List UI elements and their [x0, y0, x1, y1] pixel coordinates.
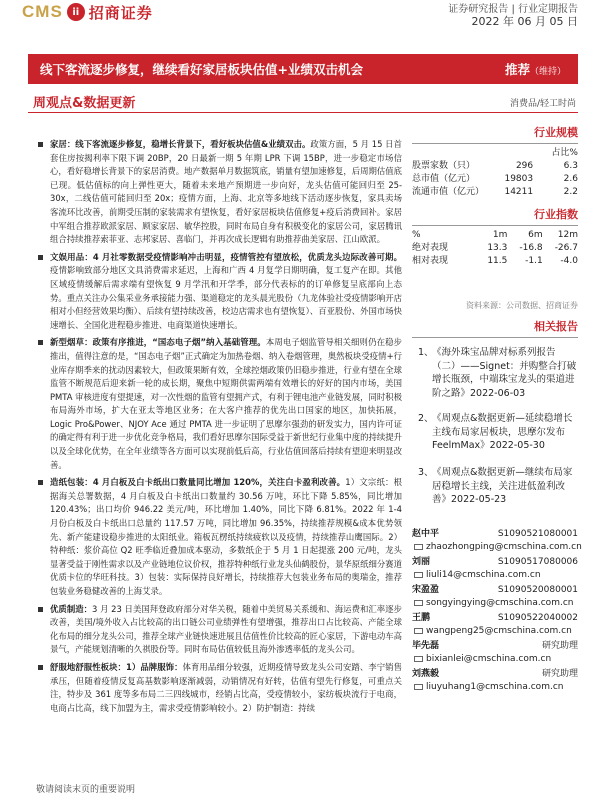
title-banner: [28, 54, 578, 84]
report-title: 线下客流逐步修复，继续看好家居板块估值+业绩双击机会: [40, 62, 363, 77]
analyst-name: 刘燕毅: [412, 669, 440, 679]
mail-icon: [414, 628, 423, 634]
analyst-email[interactable]: liuli14@cmschina.com.cn: [412, 569, 578, 582]
analyst-name: 赵中平: [412, 529, 440, 539]
analyst-name: 刘丽: [412, 557, 431, 567]
scale-title: 行业规模: [412, 124, 578, 144]
table-row: 绝对表现 13.3 -16.8 -26.7: [412, 243, 578, 253]
mail-icon: [414, 544, 423, 550]
paragraph-body: 3 月 23 日美国拜登政府部分对华关税，随着中美贸易关系缓和、海运费和汇率逐步改善，美国/境外收入占比较高的出口链公司业绩弹性有望增强，推荐出口占比较高、产能全球化布局的细分龙头公司，推荐全球产业链快速进展且估值性价比较高的匠心家居，下游电动车高景气，产能规划清晰的久祺股份等。同时布局估值较低且海外渗透率低的龙头公司。: [50, 603, 402, 655]
analyst-email[interactable]: bixianlei@cmschina.com.cn: [412, 653, 578, 666]
paragraph-apparel: [36, 661, 402, 715]
list-item: [412, 584, 578, 610]
paragraph-lead: 优质制造：: [50, 603, 93, 614]
page-footer: 敬请阅读末页的重要说明: [36, 785, 136, 795]
industry-scale-table: [412, 124, 578, 199]
table-row: 总市值（亿元） 19803 2.6: [412, 174, 578, 184]
analyst-email[interactable]: songyingying@cmschina.com.cn: [412, 597, 578, 610]
paragraph-stationery: [36, 251, 402, 333]
section-divider: [28, 112, 578, 113]
analyst-code: S1090517080006: [497, 557, 578, 567]
paragraph-body: 疫情影响致部分地区文具消费需求延迟，上海和广西 4 月复学日期明确，复工复产在即。其他区域疫情缓解后需求端有望恢复 9 月学汛和开学季，部分代表标的的订单修复呈底部向上态势。重点关注办公集采业务承接能力强、渠道稳定的龙头晨光股份（九龙体验社受疫情影响开店相对小但经营效果均衡）、后续有望持续改善，校边店需求也有望恢复）、百亚股份、外国市场快速增长、全国化进程稳步推进、电商渠道快速增长。: [50, 265, 402, 330]
brand-logo: [22, 2, 153, 22]
scale-col-header: 占比%: [551, 148, 578, 158]
paragraph-home: [36, 138, 402, 247]
index-header-row: % 1m 6m 12m: [412, 230, 578, 240]
analyst-email[interactable]: zhaozhongping@cmschina.com.cn: [412, 541, 578, 554]
list-item: [412, 528, 582, 554]
paragraph-body: 政策方面，5 月 15 日首套住房按揭利率下限下调 20BP，20 日最新一期 5 年期 LPR 下调 15BP，进一步稳定市场信心，看好稳增长背景下的家居消费。地产数据单月数据筑底，销量有望加速修复，后周期估值底已现。低估值标的向上弹性更大，随着未来地产预期进一步向好，龙头估值可能回归至 25-30x，二线估值可能回归至 20x；疫情方面，上海、北京等多地线下活动逐步恢复，家具卖场客流环比改善，前期受压制的家装需求有望恢复，看好家居板块估值修复+疫后消费回补。家居中军组合推荐欧派家居、顾家家居、敏华控股，同时布局自身有积极变化的家居公司，家居腾讯组合持续推荐索菲亚、志邦家居、喜临门，并再次成长逻辑有助推荐曲美家居、江山欧派。: [50, 139, 402, 245]
scale-header-row: [412, 147, 578, 160]
mail-icon: [414, 572, 423, 578]
main-text: [36, 138, 402, 719]
analyst-code: S1090521080001: [497, 529, 578, 539]
related-reports-title: 相关报告: [412, 318, 578, 338]
table-row: 股票家数（只） 296 6.3: [412, 161, 578, 171]
rating-note: （维持）: [529, 67, 566, 77]
analyst-email[interactable]: liuyuhang1@cmschina.com.cn: [412, 681, 578, 694]
paragraph-body: 1）文宗纸：根据海关总署数据，4 月白板及白卡纸出口数量约 30.56 万吨，环比下降 5.85%，同比增加 120.43%；出口均价 946.22 美元/吨，环比增加 1.40%，同比下降 6.81%。2022 年 1-4 月份白板及白卡纸出口总量约 117.57 万吨，同比增加 96.35%，持续推荐规模&成本优势领先、新产能建设稳步推进的太阳纸业。箱板瓦楞纸持续疲软以及疫情，持续推荐山鹰国际。2）特种纸：浆价高位 Q2 旺季临近叠加成本驱动，多数纸企于 5 月 1 日起提涨 200 元/吨，龙头显著受益于刚性需求以及产业链地位议价权，推荐特种纸行业龙头仙鹤股份，景华原纸细分赛道优质卡位的华旺科技。3）包装：实际保持良好增长，持续推荐大包装业务布局的奥瑞金，推荐包装业务稳健改善的上海艾录。: [50, 477, 403, 596]
index-title: 行业指数: [412, 206, 578, 226]
related-report-item[interactable]: 3、 《周观点&数据更新—继续布局家居稳增长主线，关注进低盈利改善》2022-05-23: [418, 467, 573, 505]
data-source-note: 资料来源：公司数据、招商证券: [466, 301, 578, 310]
paragraph-body: 本周电子烟监管导相关细则仍在稳步推出，值得注意的是，“国态电子烟”正式确定为加热卷烟、纳入卷烟管理，奥然板块受疫情+行业库存期季来的扰动因素较大，但政策果断有效，全球控烟政策仍旧稳步推进，行业有望在全球监管不断规范后迎来新一轮的成长期，聚焦中短期供需两端有效增长的好好的国内市场，美国 PMTA 审核进度有望提速，对一次性烟的监管有望拥产式，有利于锂电池产业链发展，同时积极布局海外市场，扩大在亚太等地区业务；在大客户推荐的优先出口国家的地区，加快拓展，Logic Pro&Power、NJOY Ace 通过 PMTA 进一步证明了思摩尔强劲的研发实力，国内许可证的确定得有利于进一步优化竞争格局，我们看好思摩尔国际受益于新世纪行业集中度的持续提升以及全球化优势，在全年业绩等各方面可以实现前低后高，行业估值回落后持续有望迎来明显改善。: [50, 337, 403, 470]
paragraph-lead: 文娱用品：4 月社零数据受疫情影响冲击明显，疫情管控有望放松，优质龙头边际改善可期。: [50, 251, 402, 262]
logo-badge-icon: ii: [67, 3, 85, 21]
analyst-name: 毕先磊: [412, 641, 440, 651]
logo-company-name: 招商证券: [88, 3, 153, 22]
list-item: [412, 640, 578, 666]
paragraph-lead: 舒服地舒服性板块：1）品牌服饰：: [50, 661, 183, 672]
list-item: [412, 556, 578, 582]
analyst-name: 王鹏: [412, 613, 431, 623]
mail-icon: [414, 600, 423, 606]
analyst-code: 研究助理: [541, 641, 578, 651]
paragraph-lead: 新型烟草：政策有序推进，“国态电子烟”纳入基础管理。: [50, 337, 266, 348]
paragraph-tobacco: [36, 336, 402, 472]
report-type: 证券研究报告 | 行业定期报告: [448, 4, 578, 15]
related-report-item[interactable]: 2、 《周观点&数据更新—延续稳增长主线布局家居板块，思摩尔发布 FeelmMax》2022-05-30: [418, 413, 573, 451]
table-row: 流通市值（亿元） 14211 2.2: [412, 187, 578, 197]
mail-icon: [414, 656, 423, 662]
list-item: [412, 668, 578, 694]
paragraph-body: 体育用品细分较强，近期疫情导致龙头公司安踏、李宁销售承压，但随着疫情反复高基数影响逐渐减弱，动销情况有好转，估值有望先行修复，可重点关注，特步及 361 度等多布局二三四线城市，经销占比高，受疫情较小，家纺板块流行于电商，电商占比高，线下加盟为主，需求受疫情影响较小。2）防护制造：持续: [50, 661, 403, 713]
page-header: [0, 0, 600, 44]
analyst-list: [412, 528, 582, 696]
mail-icon: [414, 684, 423, 690]
analyst-name: 宋盈盈: [412, 585, 440, 595]
analyst-code: S1090522040002: [497, 613, 578, 623]
related-report-item[interactable]: 1、 《海外珠宝品牌对标系列报告（二）——Signet：并购整合打破增长瓶颈，中端珠宝龙头的渠道进阶之路》2022-06-03: [418, 347, 577, 399]
list-item: [412, 612, 578, 638]
analyst-code: S1090520080001: [497, 585, 578, 595]
paragraph-manufacturing: [36, 603, 402, 657]
rating: [505, 60, 566, 78]
paragraph-lead: 家居：线下客流逐步修复，稳增长背景下，看好板块估值&业绩双击。: [50, 139, 311, 149]
section-title: 周观点&数据更新: [33, 96, 136, 111]
paragraph-lead: 造纸包装：4 月白板及白卡纸出口数量同比增加 120%，关注白卡盈利改善。: [50, 477, 346, 488]
rating-label: 推荐: [504, 62, 530, 77]
industry-label: 消费品/轻工时尚: [509, 99, 576, 109]
logo-cms-text: CMS: [22, 2, 63, 21]
paragraph-paper: [36, 476, 402, 598]
industry-index-table: [412, 206, 578, 268]
analyst-email[interactable]: wangpeng25@cmschina.com.cn: [412, 625, 578, 638]
table-row: 相对表现 11.5 -1.1 -4.0: [412, 256, 578, 266]
report-date: 2022 年 06 月 05 日: [471, 15, 578, 28]
analyst-code: 研究助理: [541, 669, 578, 679]
